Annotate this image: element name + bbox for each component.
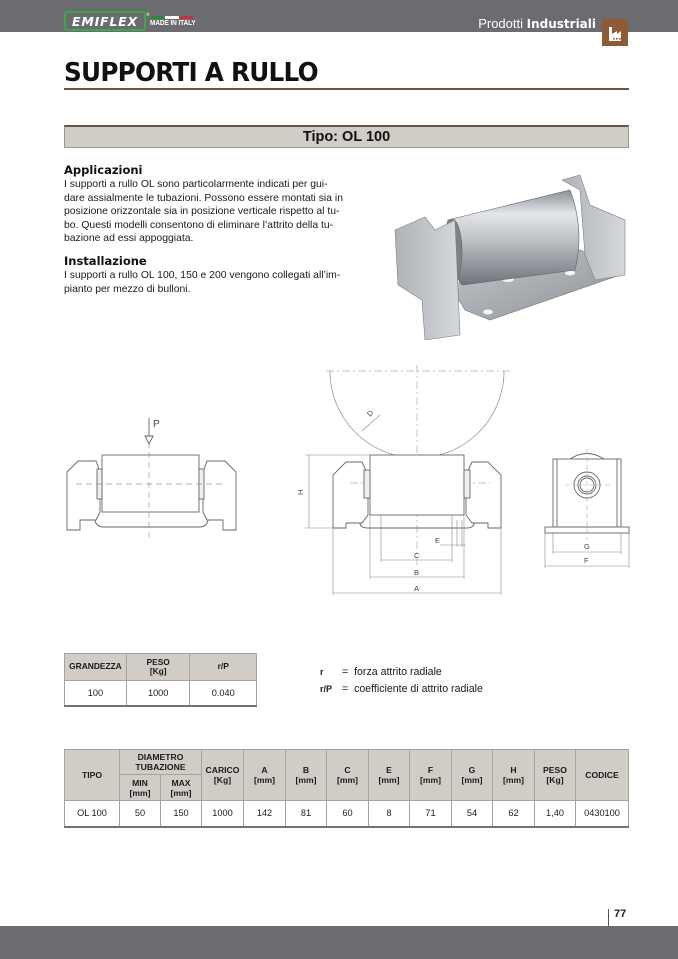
section-name: Industriali (526, 17, 596, 31)
dim-label-b: B (414, 568, 420, 577)
header-line: [mm] (502, 775, 524, 785)
dim-label-a: A (414, 584, 420, 593)
col-diametro (120, 750, 202, 775)
col-g (452, 750, 493, 801)
header-line: H (510, 765, 517, 775)
header-line: DIAMETRO (137, 752, 184, 762)
col-codice: CODICE (576, 750, 629, 801)
cell-carico: 1000 (202, 801, 244, 827)
header-line: [mm] (129, 787, 151, 798)
table-row (65, 801, 629, 827)
col-c (327, 750, 369, 801)
dim-label-c: C (414, 551, 420, 560)
cell-h: 62 (493, 801, 535, 827)
col-peso (535, 750, 576, 801)
installation-text (64, 269, 354, 296)
col-f (410, 750, 452, 801)
header-line: [mm] (170, 787, 192, 798)
header-line: G (468, 765, 476, 775)
cell-max: 150 (161, 801, 202, 827)
header-line: PESO (543, 765, 567, 775)
factory-icon (602, 19, 628, 46)
product-type-label: Tipo: OL 100 (302, 129, 391, 145)
front-view-drawing (290, 365, 520, 600)
end-view-drawing (540, 445, 640, 570)
brand-name: EMIFLEX (72, 13, 138, 29)
header-line: F (427, 765, 434, 775)
text-line: posizione orizzontale sia in posizione verticale rispetto al tu- (64, 206, 340, 218)
legend (320, 664, 483, 697)
made-in-italy-label: MADE IN ITALY (150, 19, 196, 28)
cell-rp: 0.040 (190, 681, 257, 706)
dim-label-d: D (365, 408, 376, 419)
cell-codice: 0430100 (576, 801, 629, 827)
text-line: pianto per mezzo di bulloni. (64, 283, 191, 295)
applications-text (64, 178, 354, 246)
header-line: MAX (171, 777, 191, 788)
header-line: [mm] (419, 775, 441, 785)
col-carico (202, 750, 244, 801)
text-line: bazione ad essi appoggiata. (64, 233, 194, 245)
col-tipo: TIPO (65, 750, 120, 801)
legend-text: forza attrito radiale (354, 666, 442, 678)
cell-peso: 1000 (126, 681, 190, 706)
page-number: 77 (614, 908, 627, 920)
dim-label-f: F (584, 556, 589, 565)
header-line: C (344, 765, 351, 775)
col-max (161, 775, 202, 801)
header-line: [mm] (378, 775, 400, 785)
page-number-divider (608, 909, 609, 926)
product-type-bar (64, 125, 629, 148)
text-line: bo. Questi modelli consentono di eliminare l’attrito della tu- (64, 219, 334, 231)
side-view-drawing (62, 412, 242, 537)
legend-symbol: r (320, 667, 324, 677)
header-line: B (302, 765, 310, 775)
cell-peso: 1,40 (535, 801, 576, 827)
header-line: [mm] (253, 775, 275, 785)
col-h (493, 750, 535, 801)
legend-item (320, 681, 483, 698)
title-divider (64, 88, 629, 90)
dim-label-g: G (584, 542, 590, 551)
product-photo (380, 160, 630, 340)
cell-a: 142 (244, 801, 286, 827)
header-line: A (261, 765, 268, 775)
header-line: PESO (146, 656, 170, 667)
header-line: TUBAZIONE (135, 762, 186, 772)
legend-eq: = (342, 666, 349, 678)
friction-table (64, 653, 257, 707)
col-grandezza: GRANDEZZA (65, 654, 127, 681)
col-min (120, 775, 161, 801)
installation-heading: Installazione (64, 254, 147, 268)
cell-f: 71 (410, 801, 452, 827)
col-peso (126, 654, 190, 681)
header-line: CARICO (205, 765, 240, 775)
text-line: dare assialmente le tubazioni. Possono essere montati sia in (64, 192, 343, 204)
legend-item (320, 664, 483, 681)
specifications-table (64, 749, 629, 828)
registered-mark: ® (146, 12, 150, 17)
header-line: [mm] (295, 775, 317, 785)
header-line: [Kg] (546, 775, 564, 785)
header-line: MIN (132, 777, 148, 788)
header-line: [mm] (336, 775, 358, 785)
cell-e: 8 (369, 801, 410, 827)
cell-c: 60 (327, 801, 369, 827)
legend-eq: = (342, 682, 349, 695)
page-title: SUPPORTI A RULLO (64, 58, 318, 88)
header-line: [Kg] (213, 775, 232, 785)
load-label: P (153, 419, 160, 430)
header-line: [Kg] (149, 666, 167, 676)
section-prefix: Prodotti (478, 16, 523, 31)
table-row (65, 681, 257, 706)
col-b (286, 750, 327, 801)
cell-min: 50 (120, 801, 161, 827)
dim-label-e: E (435, 536, 441, 545)
applications-heading: Applicazioni (64, 163, 143, 177)
brand-logo (64, 11, 146, 31)
text-line: I supporti a rullo OL sono particolarmente indicati per gui- (64, 179, 328, 190)
col-rp: r/P (190, 654, 257, 681)
footer-bar (0, 926, 678, 959)
col-e (369, 750, 410, 801)
cell-grandezza: 100 (65, 681, 127, 706)
header-line: [mm] (461, 775, 483, 785)
legend-text: coefficiente di attrito radiale (354, 682, 483, 695)
cell-tipo: OL 100 (65, 801, 120, 827)
cell-g: 54 (452, 801, 493, 827)
dim-label-h: H (296, 489, 305, 495)
text-line: I supporti a rullo OL 100, 150 e 200 vengono collegati all’im- (64, 270, 341, 281)
col-a (244, 750, 286, 801)
cell-b: 81 (286, 801, 327, 827)
legend-symbol: r/P (320, 683, 333, 694)
header-line: E (386, 765, 392, 775)
section-label (478, 16, 596, 31)
